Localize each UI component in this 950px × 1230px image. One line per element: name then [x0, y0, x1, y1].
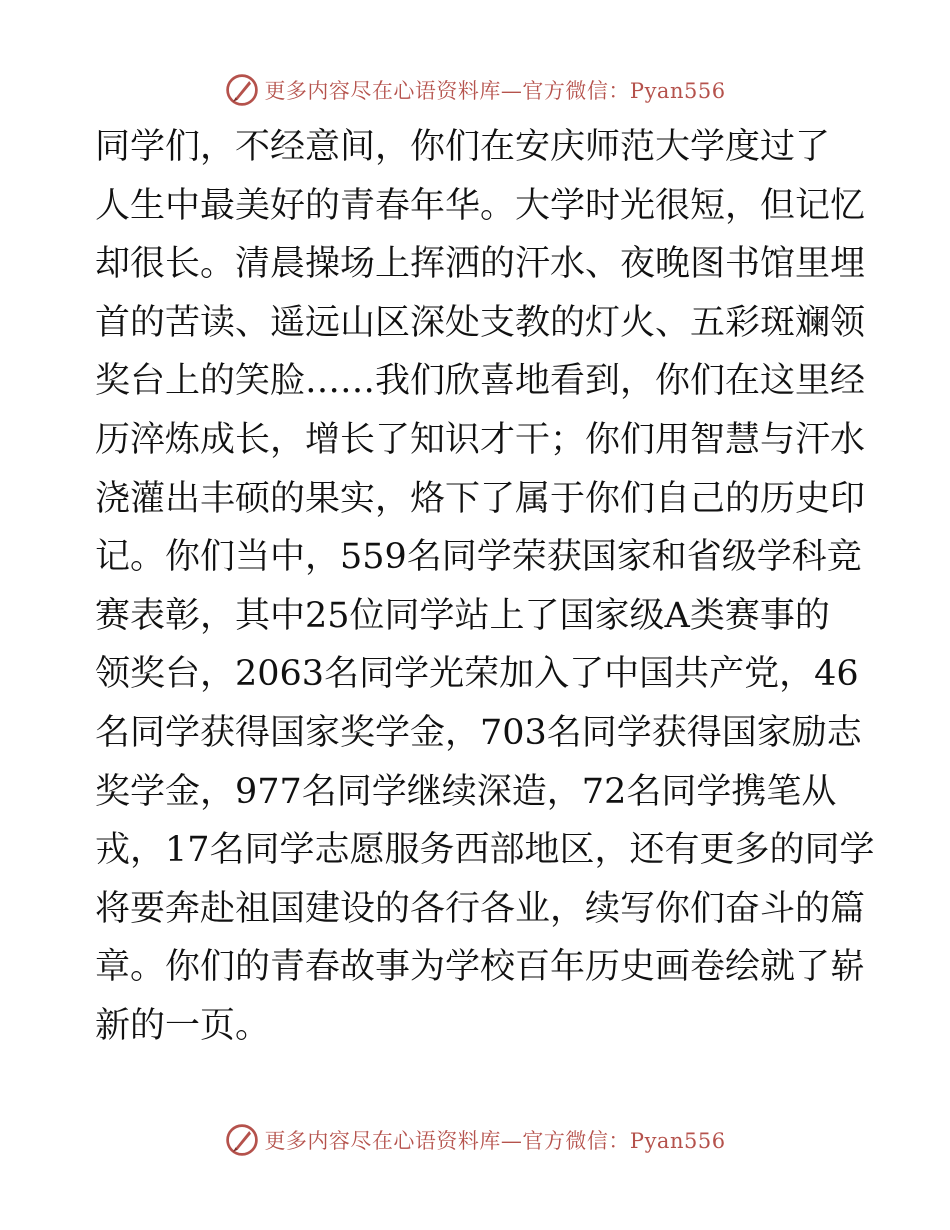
header-banner-text: 更多内容尽在心语资料库—官方微信：Pyan556 — [264, 79, 726, 103]
body-line: 赛表彰，其中25位同学站上了国家级A类赛事的 — [95, 595, 830, 636]
body-line: 戎，17名同学志愿服务西部地区，还有更多的同学 — [95, 830, 875, 871]
body-line: 浇灌出丰硕的果实，烙下了属于你们自己的历史印 — [95, 478, 866, 519]
body-line: 记。你们当中，559名同学荣获国家和省级学科竞 — [95, 537, 862, 578]
body-line: 同学们，不经意间，你们在安庆师范大学度过了 — [95, 127, 831, 167]
body-line: 历淬炼成长，增长了知识才干；你们用智慧与汗水 — [95, 419, 866, 460]
quill-pen-seal-icon — [224, 72, 260, 108]
body-line: 奖台上的笑脸……我们欣喜地看到，你们在这里经 — [95, 361, 866, 402]
footer-banner-text: 更多内容尽在心语资料库—官方微信：Pyan556 — [264, 1129, 726, 1153]
body-line: 首的苦读、遥远山区深处支教的灯火、五彩斑斓领 — [95, 302, 866, 343]
document-body — [95, 118, 875, 1056]
body-line: 将要奔赴祖国建设的各行各业，续写你们奋斗的篇 — [95, 888, 866, 929]
quill-pen-seal-icon — [224, 1122, 260, 1158]
body-line: 却很长。清晨操场上挥洒的汗水、夜晚图书馆里埋 — [95, 244, 866, 285]
header-banner — [0, 70, 950, 110]
body-line: 新的一页。 — [95, 1005, 271, 1046]
body-line: 领奖台，2063名同学光荣加入了中国共产党，46 — [95, 654, 859, 695]
footer-banner — [0, 1120, 950, 1160]
body-line: 人生中最美好的青春年华。大学时光很短，但记忆 — [95, 185, 866, 226]
body-line: 名同学获得国家奖学金，703名同学获得国家励志 — [95, 712, 862, 753]
body-line: 奖学金，977名同学继续深造，72名同学携笔从 — [95, 771, 837, 812]
body-line: 章。你们的青春故事为学校百年历史画卷绘就了崭 — [95, 947, 866, 988]
